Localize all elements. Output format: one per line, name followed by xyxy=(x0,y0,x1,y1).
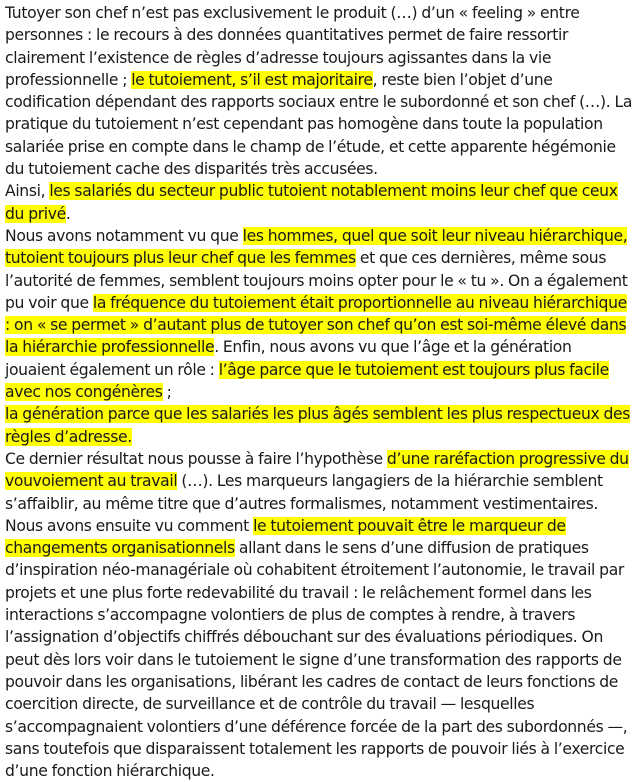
highlighted-text: les salariés du secteur public tutoient notablement moins leur chef que ceux du privé xyxy=(5,182,618,223)
highlighted-text: le tutoiement, s’il est majoritaire xyxy=(131,70,373,89)
text-segment: Tutoyer son chef n’est pas exclusivement le produit (…) d’un « feeling » entre personnes : le recours à des données quantitatives permet de faire ressortir clairement l’existence de règles d’adresse toujours agissantes dans la vie professionnelle ; xyxy=(5,4,580,89)
text-segment: Nous avons notamment vu que xyxy=(5,226,243,245)
highlighted-text: le tutoiement pouvait être le marqueur de changements organisationnels xyxy=(5,516,566,558)
text-segment: Nous avons ensuite vu comment xyxy=(5,516,254,535)
highlighted-text: l’âge parce que le tutoiement est toujours plus facile avec nos congénères xyxy=(5,360,609,402)
highlighted-text: les hommes, quel que soit leur niveau hiérarchique, tutoient toujours plus leur chef que les femmes xyxy=(5,226,628,268)
text-segment: Ce dernier résultat nous pousse à faire l’hypothèse xyxy=(5,449,387,468)
paragraph-5 xyxy=(5,448,635,515)
text-segment: (…). Les marqueurs langagiers de la hiérarchie semblent s’affaiblir, au même titre que d’autres formalismes, notamment vestimentaires. xyxy=(5,472,603,513)
document-body xyxy=(5,2,635,782)
text-segment: allant dans le sens d’une diffusion de pratiques d’inspiration néo-managériale où cohabitent étroitement l’autonomie, le travail par projets et une plus forte redevabilité du travail : le relâchement formel dans les interactions s’accompagne volontiers de plus de comptes à rendre, à travers l’assignation d’objectifs chiffrés débouchant sur des évaluations périodiques. On peut dès lors voir dans le tutoiement le signe d’une transformation des rapports de pouvoir dans les organisations, libérant les cadres de contact de leurs fonctions de coercition directe, de surveillance et de contrôle du travail — lesquelles s’accompagnaient volontiers d’une déférence forcée de la part des subordonnés —, sans toutefois que disparaissent totalement les rapports de pouvoir liés à l’exercice d’une fonction hiérarchique. xyxy=(5,539,628,781)
paragraph-2 xyxy=(5,180,635,225)
text-segment: , reste bien l’objet d’une codification dépendant des rapports sociaux entre le subordonné et son chef (…). La pratique du tutoiement n’est cependant pas homogène dans toute la population salariée prise en compte dans le champ de l’étude, et cette apparente hégémonie du tutoiement cache des disparités très accusées. xyxy=(5,70,633,179)
text-segment: et que ces dernières, même sous l’autorité de femmes, semblent toujours moins opter pour le « tu ». On a également pu voir que xyxy=(5,249,628,312)
paragraph-1 xyxy=(5,2,635,180)
highlighted-text: d’une raréfaction progressive du vouvoiement au travail xyxy=(5,449,629,491)
highlighted-text: la fréquence du tutoiement était proportionnelle au niveau hiérarchique : on « se permet » d’autant plus de tutoyer son chef qu’on est soi-même élevé dans la hiérarchie professionnelle xyxy=(5,293,627,357)
paragraph-4 xyxy=(5,403,635,448)
text-segment: Ainsi, xyxy=(5,182,50,201)
highlighted-text: la génération parce que les salariés les plus âgés semblent les plus respectueux des règles d’adresse. xyxy=(5,405,631,446)
paragraph-6 xyxy=(5,515,635,782)
text-segment: . xyxy=(65,204,71,223)
paragraph-3 xyxy=(5,225,635,403)
text-segment: . Enfin, nous avons vu que l’âge et la génération jouaient également un rôle : xyxy=(5,338,572,379)
text-segment: ; xyxy=(162,383,172,402)
